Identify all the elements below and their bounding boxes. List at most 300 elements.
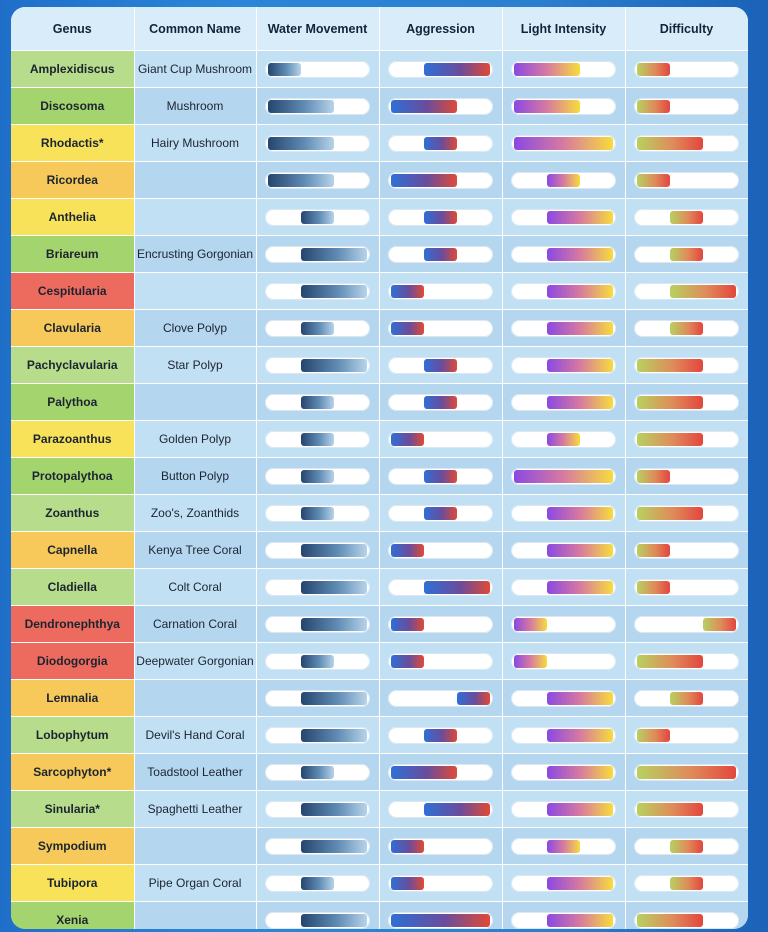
water-movement-level-bar bbox=[301, 285, 367, 298]
water-movement-cell bbox=[256, 458, 379, 495]
aggression-cell bbox=[379, 51, 502, 88]
table-row bbox=[11, 236, 748, 273]
common-name-cell bbox=[134, 273, 256, 310]
water-movement-cell bbox=[256, 828, 379, 865]
common-name-cell bbox=[134, 162, 256, 199]
water-movement-level-bar bbox=[301, 433, 335, 446]
aggression-cell bbox=[379, 680, 502, 717]
difficulty-track bbox=[634, 283, 739, 300]
aggression-track bbox=[388, 246, 493, 263]
water-movement-track bbox=[265, 912, 370, 929]
water-movement-cell bbox=[256, 569, 379, 606]
light-intensity-cell bbox=[502, 754, 625, 791]
water-movement-cell bbox=[256, 199, 379, 236]
water-movement-level-bar bbox=[301, 581, 367, 594]
aggression-cell bbox=[379, 569, 502, 606]
water-movement-level-bar bbox=[301, 914, 367, 927]
water-movement-cell bbox=[256, 51, 379, 88]
aggression-track bbox=[388, 98, 493, 115]
common-name-cell: Kenya Tree Coral bbox=[134, 532, 256, 569]
table-row bbox=[11, 569, 748, 606]
difficulty-level-bar bbox=[637, 396, 703, 409]
water-movement-level-bar bbox=[301, 766, 335, 779]
light-intensity-level-bar bbox=[547, 507, 613, 520]
common-name-cell: Carnation Coral bbox=[134, 606, 256, 643]
light-intensity-level-bar bbox=[547, 285, 613, 298]
common-name-cell bbox=[134, 680, 256, 717]
aggression-cell bbox=[379, 495, 502, 532]
difficulty-level-bar bbox=[637, 655, 703, 668]
table-body bbox=[11, 51, 748, 930]
difficulty-level-bar bbox=[670, 322, 704, 335]
light-intensity-track bbox=[511, 61, 616, 78]
genus-cell: Sarcophyton* bbox=[11, 754, 134, 791]
aggression-track bbox=[388, 616, 493, 633]
common-name-cell: Hairy Mushroom bbox=[134, 125, 256, 162]
aggression-cell bbox=[379, 384, 502, 421]
light-intensity-level-bar bbox=[547, 729, 613, 742]
aggression-track bbox=[388, 727, 493, 744]
difficulty-level-bar bbox=[637, 137, 703, 150]
coral-care-table-panel bbox=[11, 7, 748, 929]
aggression-cell bbox=[379, 791, 502, 828]
aggression-track bbox=[388, 579, 493, 596]
water-movement-level-bar bbox=[301, 507, 335, 520]
genus-cell: Briareum bbox=[11, 236, 134, 273]
table-row bbox=[11, 902, 748, 930]
aggression-level-bar bbox=[424, 248, 458, 261]
aggression-level-bar bbox=[391, 766, 457, 779]
difficulty-cell bbox=[625, 643, 748, 680]
difficulty-track bbox=[634, 357, 739, 374]
difficulty-cell bbox=[625, 791, 748, 828]
light-intensity-track bbox=[511, 283, 616, 300]
aggression-cell bbox=[379, 125, 502, 162]
water-movement-track bbox=[265, 209, 370, 226]
water-movement-level-bar bbox=[301, 692, 367, 705]
water-movement-level-bar bbox=[301, 248, 367, 261]
aggression-cell bbox=[379, 902, 502, 930]
water-movement-track bbox=[265, 542, 370, 559]
difficulty-cell bbox=[625, 865, 748, 902]
water-movement-level-bar bbox=[301, 322, 335, 335]
table-row bbox=[11, 162, 748, 199]
light-intensity-cell bbox=[502, 495, 625, 532]
difficulty-level-bar bbox=[670, 692, 704, 705]
genus-cell: Capnella bbox=[11, 532, 134, 569]
water-movement-cell bbox=[256, 273, 379, 310]
common-name-cell: Clove Polyp bbox=[134, 310, 256, 347]
water-movement-cell bbox=[256, 88, 379, 125]
water-movement-level-bar bbox=[301, 211, 335, 224]
difficulty-cell bbox=[625, 606, 748, 643]
water-movement-cell bbox=[256, 865, 379, 902]
difficulty-track bbox=[634, 875, 739, 892]
aggression-track bbox=[388, 394, 493, 411]
difficulty-track bbox=[634, 431, 739, 448]
difficulty-cell bbox=[625, 569, 748, 606]
header-genus-label: Genus bbox=[52, 21, 92, 36]
aggression-cell bbox=[379, 88, 502, 125]
difficulty-cell bbox=[625, 88, 748, 125]
light-intensity-level-bar bbox=[514, 63, 580, 76]
aggression-cell bbox=[379, 458, 502, 495]
aggression-cell bbox=[379, 865, 502, 902]
common-name-cell: Giant Cup Mushroom bbox=[134, 51, 256, 88]
water-movement-cell bbox=[256, 643, 379, 680]
difficulty-track bbox=[634, 209, 739, 226]
light-intensity-level-bar bbox=[547, 359, 613, 372]
difficulty-track bbox=[634, 246, 739, 263]
aggression-cell bbox=[379, 310, 502, 347]
aggression-level-bar bbox=[391, 433, 424, 446]
difficulty-cell bbox=[625, 754, 748, 791]
header-genus bbox=[11, 7, 134, 51]
difficulty-cell bbox=[625, 495, 748, 532]
aggression-track bbox=[388, 653, 493, 670]
table-row bbox=[11, 199, 748, 236]
light-intensity-level-bar bbox=[547, 803, 613, 816]
genus-cell: Cladiella bbox=[11, 569, 134, 606]
difficulty-track bbox=[634, 542, 739, 559]
light-intensity-track bbox=[511, 135, 616, 152]
table-row bbox=[11, 791, 748, 828]
aggression-cell bbox=[379, 643, 502, 680]
aggression-level-bar bbox=[391, 544, 424, 557]
table-row bbox=[11, 125, 748, 162]
aggression-level-bar bbox=[424, 211, 458, 224]
aggression-cell bbox=[379, 828, 502, 865]
header-water-movement bbox=[256, 7, 379, 51]
light-intensity-cell bbox=[502, 421, 625, 458]
aggression-level-bar bbox=[391, 174, 457, 187]
water-movement-level-bar bbox=[268, 100, 334, 113]
light-intensity-cell bbox=[502, 791, 625, 828]
light-intensity-cell bbox=[502, 273, 625, 310]
light-intensity-track bbox=[511, 653, 616, 670]
water-movement-cell bbox=[256, 791, 379, 828]
common-name-cell: Encrusting Gorgonian bbox=[134, 236, 256, 273]
light-intensity-level-bar bbox=[514, 470, 613, 483]
water-movement-cell bbox=[256, 902, 379, 930]
table-row bbox=[11, 754, 748, 791]
light-intensity-cell bbox=[502, 569, 625, 606]
light-intensity-cell bbox=[502, 828, 625, 865]
water-movement-cell bbox=[256, 717, 379, 754]
light-intensity-cell bbox=[502, 347, 625, 384]
light-intensity-track bbox=[511, 764, 616, 781]
difficulty-track bbox=[634, 653, 739, 670]
table-header-row bbox=[11, 7, 748, 51]
genus-cell: Ricordea bbox=[11, 162, 134, 199]
water-movement-track bbox=[265, 320, 370, 337]
light-intensity-level-bar bbox=[547, 544, 613, 557]
aggression-cell bbox=[379, 606, 502, 643]
water-movement-level-bar bbox=[301, 470, 335, 483]
aggression-level-bar bbox=[424, 63, 490, 76]
difficulty-level-bar bbox=[637, 359, 703, 372]
genus-cell: Zoanthus bbox=[11, 495, 134, 532]
aggression-cell bbox=[379, 162, 502, 199]
water-movement-cell bbox=[256, 754, 379, 791]
aggression-track bbox=[388, 61, 493, 78]
light-intensity-cell bbox=[502, 643, 625, 680]
difficulty-track bbox=[634, 727, 739, 744]
aggression-level-bar bbox=[424, 359, 458, 372]
table-row bbox=[11, 458, 748, 495]
aggression-level-bar bbox=[424, 803, 490, 816]
common-name-cell bbox=[134, 199, 256, 236]
genus-cell: Dendronephthya bbox=[11, 606, 134, 643]
water-movement-track bbox=[265, 690, 370, 707]
common-name-cell bbox=[134, 902, 256, 930]
header-aggression bbox=[379, 7, 502, 51]
genus-cell: Anthelia bbox=[11, 199, 134, 236]
light-intensity-track bbox=[511, 394, 616, 411]
water-movement-level-bar bbox=[301, 359, 367, 372]
table-row bbox=[11, 273, 748, 310]
table-row bbox=[11, 384, 748, 421]
common-name-cell: Golden Polyp bbox=[134, 421, 256, 458]
genus-cell: Pachyclavularia bbox=[11, 347, 134, 384]
aggression-level-bar bbox=[424, 396, 458, 409]
genus-cell: Cespitularia bbox=[11, 273, 134, 310]
aggression-level-bar bbox=[391, 322, 424, 335]
water-movement-level-bar bbox=[301, 840, 367, 853]
difficulty-level-bar bbox=[670, 285, 736, 298]
water-movement-track bbox=[265, 61, 370, 78]
table-row bbox=[11, 828, 748, 865]
difficulty-track bbox=[634, 579, 739, 596]
light-intensity-track bbox=[511, 320, 616, 337]
water-movement-track bbox=[265, 172, 370, 189]
aggression-cell bbox=[379, 717, 502, 754]
difficulty-cell bbox=[625, 458, 748, 495]
table-row bbox=[11, 88, 748, 125]
difficulty-cell bbox=[625, 828, 748, 865]
aggression-cell bbox=[379, 273, 502, 310]
water-movement-level-bar bbox=[268, 137, 334, 150]
table-row bbox=[11, 865, 748, 902]
light-intensity-cell bbox=[502, 310, 625, 347]
aggression-track bbox=[388, 875, 493, 892]
water-movement-track bbox=[265, 616, 370, 633]
light-intensity-cell bbox=[502, 458, 625, 495]
aggression-level-bar bbox=[424, 470, 458, 483]
light-intensity-level-bar bbox=[547, 840, 581, 853]
common-name-cell: Pipe Organ Coral bbox=[134, 865, 256, 902]
light-intensity-level-bar bbox=[547, 396, 613, 409]
water-movement-track bbox=[265, 135, 370, 152]
light-intensity-track bbox=[511, 246, 616, 263]
light-intensity-level-bar bbox=[547, 766, 613, 779]
table-row bbox=[11, 310, 748, 347]
difficulty-level-bar bbox=[637, 803, 703, 816]
table-row bbox=[11, 51, 748, 88]
aggression-cell bbox=[379, 754, 502, 791]
water-movement-cell bbox=[256, 236, 379, 273]
table-row bbox=[11, 717, 748, 754]
difficulty-track bbox=[634, 801, 739, 818]
light-intensity-cell bbox=[502, 606, 625, 643]
header-aggression-label: Aggression bbox=[406, 21, 475, 36]
water-movement-track bbox=[265, 653, 370, 670]
light-intensity-cell bbox=[502, 199, 625, 236]
aggression-track bbox=[388, 764, 493, 781]
common-name-cell: Mushroom bbox=[134, 88, 256, 125]
water-movement-level-bar bbox=[268, 63, 301, 76]
table-row bbox=[11, 680, 748, 717]
difficulty-level-bar bbox=[703, 618, 736, 631]
difficulty-track bbox=[634, 394, 739, 411]
common-name-cell: Button Polyp bbox=[134, 458, 256, 495]
difficulty-level-bar bbox=[670, 877, 704, 890]
difficulty-level-bar bbox=[670, 211, 704, 224]
difficulty-track bbox=[634, 838, 739, 855]
genus-cell: Rhodactis* bbox=[11, 125, 134, 162]
light-intensity-level-bar bbox=[514, 100, 580, 113]
water-movement-cell bbox=[256, 125, 379, 162]
water-movement-track bbox=[265, 431, 370, 448]
aggression-track bbox=[388, 135, 493, 152]
aggression-level-bar bbox=[391, 877, 424, 890]
light-intensity-track bbox=[511, 875, 616, 892]
difficulty-track bbox=[634, 616, 739, 633]
aggression-cell bbox=[379, 532, 502, 569]
water-movement-level-bar bbox=[301, 877, 335, 890]
light-intensity-track bbox=[511, 690, 616, 707]
genus-cell: Sympodium bbox=[11, 828, 134, 865]
light-intensity-track bbox=[511, 542, 616, 559]
water-movement-track bbox=[265, 505, 370, 522]
genus-cell: Diodogorgia bbox=[11, 643, 134, 680]
light-intensity-cell bbox=[502, 162, 625, 199]
light-intensity-track bbox=[511, 801, 616, 818]
aggression-level-bar bbox=[424, 507, 458, 520]
light-intensity-level-bar bbox=[547, 581, 613, 594]
aggression-level-bar bbox=[391, 914, 490, 927]
light-intensity-level-bar bbox=[547, 877, 613, 890]
difficulty-cell bbox=[625, 273, 748, 310]
difficulty-cell bbox=[625, 384, 748, 421]
difficulty-level-bar bbox=[637, 544, 670, 557]
common-name-cell bbox=[134, 828, 256, 865]
water-movement-level-bar bbox=[301, 618, 367, 631]
difficulty-track bbox=[634, 468, 739, 485]
water-movement-level-bar bbox=[301, 803, 367, 816]
difficulty-level-bar bbox=[637, 581, 670, 594]
water-movement-track bbox=[265, 283, 370, 300]
water-movement-cell bbox=[256, 606, 379, 643]
table-row bbox=[11, 495, 748, 532]
difficulty-cell bbox=[625, 125, 748, 162]
common-name-cell bbox=[134, 384, 256, 421]
difficulty-level-bar bbox=[637, 766, 736, 779]
water-movement-level-bar bbox=[301, 729, 367, 742]
difficulty-track bbox=[634, 505, 739, 522]
aggression-track bbox=[388, 838, 493, 855]
genus-cell: Palythoa bbox=[11, 384, 134, 421]
water-movement-level-bar bbox=[301, 655, 335, 668]
light-intensity-track bbox=[511, 357, 616, 374]
genus-cell: Clavularia bbox=[11, 310, 134, 347]
difficulty-level-bar bbox=[637, 914, 703, 927]
difficulty-cell bbox=[625, 421, 748, 458]
difficulty-track bbox=[634, 690, 739, 707]
light-intensity-cell bbox=[502, 88, 625, 125]
light-intensity-level-bar bbox=[547, 433, 581, 446]
aggression-cell bbox=[379, 347, 502, 384]
header-difficulty bbox=[625, 7, 748, 51]
water-movement-cell bbox=[256, 495, 379, 532]
aggression-cell bbox=[379, 199, 502, 236]
light-intensity-level-bar bbox=[547, 174, 581, 187]
water-movement-cell bbox=[256, 421, 379, 458]
table-row bbox=[11, 347, 748, 384]
light-intensity-track bbox=[511, 838, 616, 855]
table-row bbox=[11, 643, 748, 680]
light-intensity-track bbox=[511, 468, 616, 485]
aggression-cell bbox=[379, 236, 502, 273]
common-name-cell: Spaghetti Leather bbox=[134, 791, 256, 828]
difficulty-level-bar bbox=[637, 470, 670, 483]
header-water-movement-label: Water Movement bbox=[267, 21, 368, 36]
light-intensity-level-bar bbox=[547, 692, 613, 705]
aggression-track bbox=[388, 431, 493, 448]
difficulty-level-bar bbox=[637, 729, 670, 742]
difficulty-cell bbox=[625, 532, 748, 569]
aggression-track bbox=[388, 209, 493, 226]
aggression-level-bar bbox=[391, 285, 424, 298]
aggression-level-bar bbox=[391, 618, 424, 631]
aggression-track bbox=[388, 283, 493, 300]
difficulty-track bbox=[634, 172, 739, 189]
genus-cell: Sinularia* bbox=[11, 791, 134, 828]
water-movement-track bbox=[265, 394, 370, 411]
light-intensity-level-bar bbox=[514, 618, 547, 631]
aggression-level-bar bbox=[424, 729, 458, 742]
water-movement-cell bbox=[256, 347, 379, 384]
table-row bbox=[11, 421, 748, 458]
genus-cell: Protopalythoa bbox=[11, 458, 134, 495]
difficulty-cell bbox=[625, 236, 748, 273]
difficulty-level-bar bbox=[637, 100, 670, 113]
coral-care-table bbox=[11, 7, 748, 929]
header-common-name-label: Common Name bbox=[149, 21, 241, 36]
aggression-track bbox=[388, 801, 493, 818]
light-intensity-cell bbox=[502, 236, 625, 273]
water-movement-cell bbox=[256, 680, 379, 717]
difficulty-track bbox=[634, 135, 739, 152]
water-movement-cell bbox=[256, 162, 379, 199]
difficulty-cell bbox=[625, 717, 748, 754]
water-movement-cell bbox=[256, 384, 379, 421]
aggression-track bbox=[388, 505, 493, 522]
light-intensity-cell bbox=[502, 125, 625, 162]
common-name-cell: Colt Coral bbox=[134, 569, 256, 606]
aggression-cell bbox=[379, 421, 502, 458]
header-light-intensity bbox=[502, 7, 625, 51]
light-intensity-level-bar bbox=[547, 211, 613, 224]
common-name-cell: Deepwater Gorgonian bbox=[134, 643, 256, 680]
difficulty-level-bar bbox=[637, 63, 670, 76]
light-intensity-track bbox=[511, 209, 616, 226]
difficulty-cell bbox=[625, 680, 748, 717]
light-intensity-cell bbox=[502, 865, 625, 902]
difficulty-cell bbox=[625, 347, 748, 384]
common-name-cell: Zoo's, Zoanthids bbox=[134, 495, 256, 532]
water-movement-track bbox=[265, 98, 370, 115]
